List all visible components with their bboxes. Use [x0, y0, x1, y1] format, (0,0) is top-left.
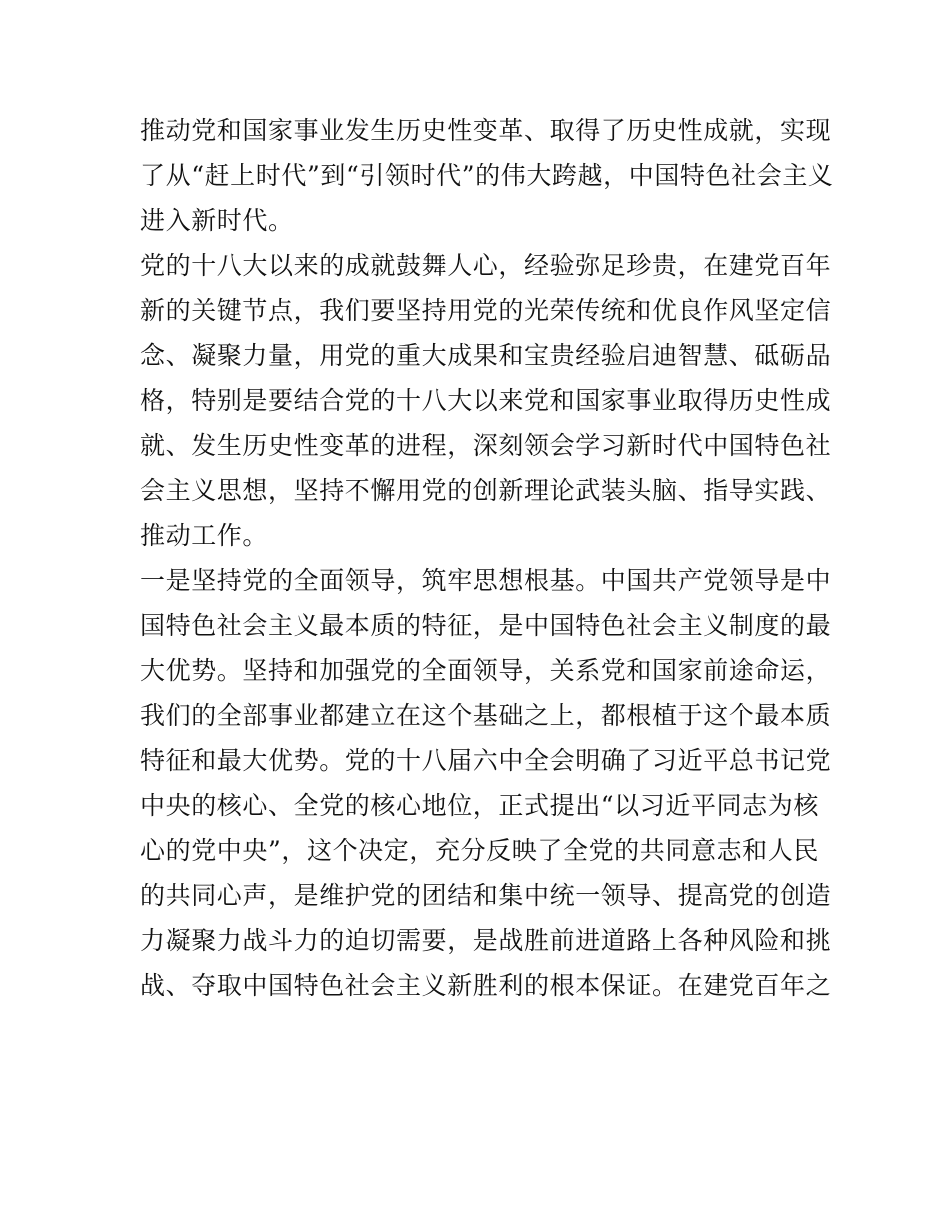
paragraph-3: [140, 558, 832, 1008]
text-line: 的共同心声，是维护党的团结和集中统一领导、提高党的创造: [140, 881, 832, 910]
text-line: 念、凝聚力量，用党的重大成果和宝贵经验启迪智慧、砥砺品: [140, 341, 832, 370]
text-line: 了从“赶上时代”到“引领时代”的伟大跨越，中国特色社会主义: [140, 161, 834, 190]
text-line: 中央的核心、全党的核心地位，正式提出“以习近平同志为核: [140, 791, 819, 820]
text-line: 战、夺取中国特色社会主义新胜利的根本保证。在建党百年之: [140, 971, 832, 1000]
text-line: 进入新时代。: [140, 206, 294, 235]
text-line: 大优势。坚持和加强党的全面领导，关系党和国家前途命运，: [140, 656, 832, 685]
text-line: 特征和最大优势。党的十八届六中全会明确了习近平总书记党: [140, 746, 832, 775]
text-line: 心的党中央”，这个决定，充分反映了全党的共同意志和人民: [140, 836, 819, 865]
document-body: [140, 108, 834, 1008]
text-line: 一是坚持党的全面领导，筑牢思想根基。中国共产党领导是中: [140, 566, 832, 595]
text-line: 格，特别是要结合党的十八大以来党和国家事业取得历史性成: [140, 386, 832, 415]
text-line: 推动工作。: [140, 521, 269, 550]
paragraph-2: [140, 243, 832, 558]
text-line: 就、发生历史性变革的进程，深刻领会学习新时代中国特色社: [140, 431, 832, 460]
text-line: 我们的全部事业都建立在这个基础之上，都根植于这个最本质: [140, 701, 832, 730]
text-line: 新的关键节点，我们要坚持用党的光荣传统和优良作风坚定信: [140, 296, 832, 325]
text-line: 国特色社会主义最本质的特征，是中国特色社会主义制度的最: [140, 611, 832, 640]
paragraph-1: [140, 108, 834, 243]
text-line: 党的十八大以来的成就鼓舞人心，经验弥足珍贵，在建党百年: [140, 251, 832, 280]
text-line: 力凝聚力战斗力的迫切需要，是战胜前进道路上各种风险和挑: [140, 926, 832, 955]
text-line: 会主义思想，坚持不懈用党的创新理论武装头脑、指导实践、: [140, 476, 832, 505]
text-line: 推动党和国家事业发生历史性变革、取得了历史性成就，实现: [140, 116, 832, 145]
